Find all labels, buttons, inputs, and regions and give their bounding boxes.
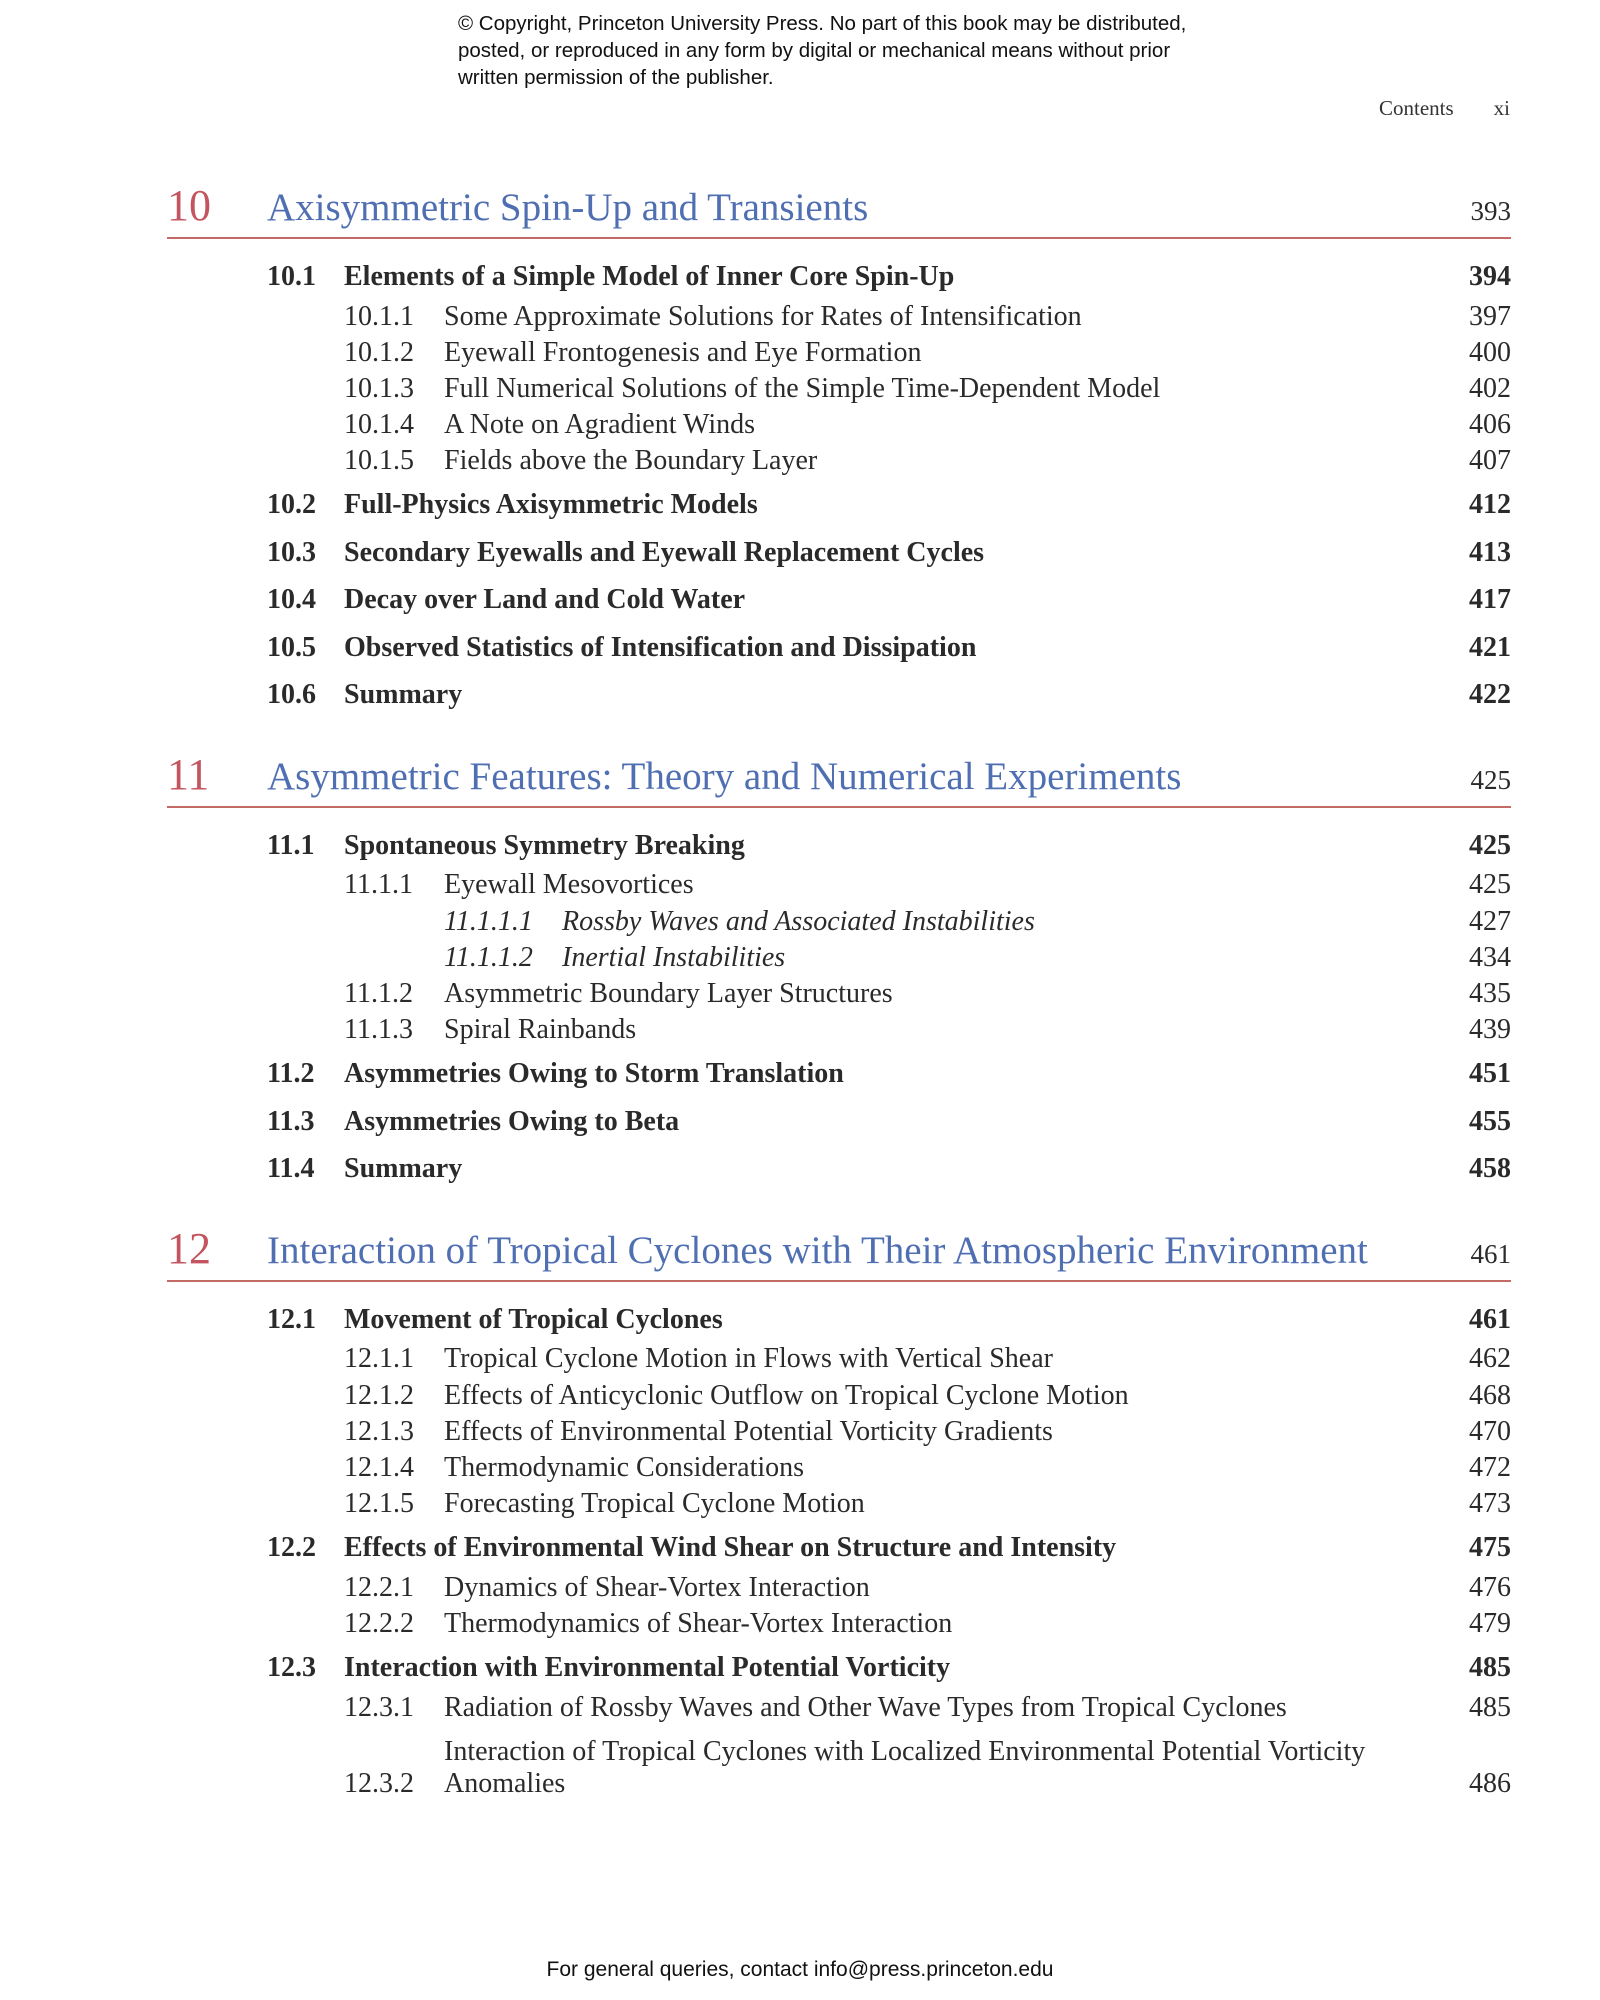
entry-page-number: 485	[1469, 1691, 1511, 1723]
chapter-page-number: 425	[1470, 764, 1511, 795]
toc-section[interactable]	[167, 1296, 1511, 1344]
running-head-title: Contents	[1378, 96, 1454, 120]
entry-title: Elements of a Simple Model of Inner Core Spin-Up	[344, 260, 955, 292]
entry-title: Tropical Cyclone Motion in Flows with Vertical Shear	[444, 1343, 1053, 1375]
entry-number: 10.1.5	[344, 445, 414, 477]
entry-number: 10.2	[267, 489, 316, 521]
entry-title: Spontaneous Symmetry Breaking	[344, 829, 745, 861]
entry-title: Interaction with Environmental Potential Vorticity	[344, 1651, 951, 1683]
entry-page-number: 427	[1469, 905, 1511, 937]
toc-subsection[interactable]	[167, 1380, 1511, 1416]
entry-page-number: 455	[1469, 1105, 1511, 1137]
toc-section[interactable]	[167, 529, 1511, 577]
toc-subsection[interactable]	[167, 978, 1511, 1014]
chapter-block	[167, 180, 1511, 719]
toc-subsection[interactable]	[167, 337, 1511, 373]
entry-title: Secondary Eyewalls and Eyewall Replacement Cycles	[344, 536, 985, 568]
entry-page-number: 470	[1469, 1415, 1511, 1447]
toc-subsection[interactable]	[167, 1452, 1511, 1488]
entry-number: 11.1.1	[344, 869, 413, 901]
entry-number: 12.2.2	[344, 1608, 414, 1639]
entry-page-number: 421	[1469, 631, 1511, 663]
toc-subsection[interactable]	[167, 301, 1511, 337]
entry-number: 10.1.4	[344, 409, 414, 441]
entry-page-number: 425	[1469, 829, 1511, 861]
entry-title: Asymmetric Boundary Layer Structures	[444, 978, 893, 1009]
entry-title: Eyewall Mesovortices	[444, 869, 694, 901]
entry-page-number: 462	[1469, 1343, 1511, 1375]
entry-title: Observed Statistics of Intensification and Dissipation	[344, 631, 977, 663]
entry-number: 10.6	[267, 679, 316, 711]
entry-number: 11.1.3	[344, 1014, 413, 1046]
entry-title: Inertial Instabilities	[562, 941, 786, 973]
chapter-title: Axisymmetric Spin-Up and Transients	[267, 186, 869, 229]
entry-number: 12.3.2	[344, 1768, 414, 1800]
entry-number: 10.4	[267, 584, 316, 616]
toc-subsection[interactable]	[167, 1488, 1511, 1524]
chapter-heading[interactable]	[167, 749, 1511, 808]
entry-number: 12.1.4	[344, 1451, 414, 1483]
entry-page-number: 475	[1469, 1532, 1511, 1564]
entry-number: 10.3	[267, 536, 316, 568]
entry-number: 12.3	[267, 1651, 316, 1683]
toc-section[interactable]	[167, 1050, 1511, 1098]
entry-title: Asymmetries Owing to Beta	[344, 1105, 680, 1137]
entry-number: 11.1.1.1	[444, 905, 533, 937]
entry-page-number: 472	[1469, 1451, 1511, 1483]
entry-number: 11.1.2	[344, 978, 413, 1009]
entry-number: 10.1.3	[344, 372, 414, 404]
entry-title: Movement of Tropical Cyclones	[344, 1303, 723, 1335]
entry-page-number: 400	[1469, 336, 1511, 368]
entry-page-number: 434	[1469, 941, 1511, 973]
toc-section[interactable]	[167, 481, 1511, 529]
entry-page-number: 476	[1469, 1571, 1511, 1603]
entry-number: 12.1	[267, 1303, 316, 1335]
entry-title: Effects of Anticyclonic Outflow on Tropical Cyclone Motion	[444, 1379, 1129, 1411]
entry-page-number: 435	[1469, 978, 1511, 1009]
entry-number: 10.1.2	[344, 336, 414, 368]
toc-subsection[interactable]	[167, 1608, 1511, 1644]
entry-title: Radiation of Rossby Waves and Other Wave Types from Tropical Cyclones	[444, 1691, 1287, 1723]
entry-number: 11.1.1.2	[444, 941, 533, 973]
entry-page-number: 473	[1469, 1488, 1511, 1520]
toc-section[interactable]	[167, 576, 1511, 624]
toc-subsection[interactable]	[167, 409, 1511, 445]
entry-number: 12.2.1	[344, 1571, 414, 1603]
chapter-title: Interaction of Tropical Cyclones with Their Atmospheric Environment	[267, 1228, 1368, 1272]
entry-number: 12.1.1	[344, 1343, 414, 1375]
entry-title: Rossby Waves and Associated Instabilities	[562, 905, 1035, 937]
entry-page-number: 461	[1469, 1303, 1511, 1335]
entry-title: Thermodynamic Considerations	[444, 1451, 805, 1483]
chapter-block	[167, 1223, 1511, 1800]
entry-number: 12.1.2	[344, 1379, 414, 1411]
toc-section[interactable]	[167, 1644, 1511, 1692]
entry-page-number: 485	[1469, 1651, 1511, 1683]
entry-page-number: 412	[1469, 489, 1511, 521]
entry-number: 11.4	[267, 1153, 315, 1185]
chapter-heading[interactable]	[167, 180, 1511, 239]
toc-subsection[interactable]	[167, 1572, 1511, 1608]
toc-section[interactable]	[167, 822, 1511, 870]
toc-subsubsection[interactable]	[167, 906, 1511, 942]
entry-page-number: 417	[1469, 584, 1511, 616]
entry-page-number: 451	[1469, 1058, 1511, 1090]
table-of-contents	[167, 180, 1511, 1830]
entry-title: Fields above the Boundary Layer	[444, 445, 818, 477]
toc-subsection[interactable]	[167, 1416, 1511, 1452]
chapter-page-number: 461	[1470, 1238, 1511, 1269]
entry-title: Dynamics of Shear-Vortex Interaction	[444, 1571, 870, 1603]
entry-title: Some Approximate Solutions for Rates of Intensification	[444, 300, 1082, 332]
entry-number: 11.3	[267, 1105, 315, 1137]
entry-title: Decay over Land and Cold Water	[344, 584, 746, 616]
toc-section[interactable]	[167, 1524, 1511, 1572]
entry-number: 11.2	[267, 1058, 315, 1090]
entry-number: 10.1	[267, 260, 316, 292]
entry-title: Forecasting Tropical Cyclone Motion	[444, 1488, 865, 1520]
entry-page-number: 425	[1469, 869, 1511, 901]
chapter-heading[interactable]	[167, 1223, 1511, 1282]
chapter-page-number: 393	[1470, 196, 1511, 226]
entry-page-number: 486	[1469, 1768, 1511, 1800]
toc-subsection[interactable]	[167, 445, 1511, 481]
toc-subsection[interactable]	[167, 1692, 1511, 1728]
running-head	[1200, 96, 1510, 121]
toc-subsection[interactable]	[167, 1343, 1511, 1379]
chapter-number: 10	[167, 181, 211, 230]
footer-contact: For general queries, contact info@press.princeton.edu	[546, 1958, 1054, 1981]
entry-number: 10.1.1	[344, 300, 414, 332]
entry-title: Full-Physics Axisymmetric Models	[344, 489, 758, 521]
entry-title: Effects of Environmental Wind Shear on Structure and Intensity	[344, 1532, 1117, 1564]
entry-title: Thermodynamics of Shear-Vortex Interaction	[444, 1608, 953, 1639]
entry-title: A Note on Agradient Winds	[444, 409, 755, 441]
entry-page-number: 394	[1469, 260, 1511, 292]
entry-page-number: 407	[1469, 445, 1511, 477]
entry-page-number: 458	[1469, 1153, 1511, 1185]
toc-section[interactable]	[167, 624, 1511, 672]
entry-title: Summary	[344, 679, 463, 711]
entry-number: 11.1	[267, 829, 315, 861]
entry-number: 12.2	[267, 1532, 316, 1564]
entry-title: Eyewall Frontogenesis and Eye Formation	[444, 336, 922, 368]
toc-subsection[interactable]	[167, 1014, 1511, 1050]
entry-page-number: 406	[1469, 409, 1511, 441]
entry-number: 12.1.5	[344, 1488, 414, 1520]
entry-title: Interaction of Tropical Cyclones with Localized Environmental Potential Vorticity Anomalies	[444, 1736, 1366, 1800]
toc-section[interactable]	[167, 1145, 1511, 1193]
toc-subsubsection[interactable]	[167, 942, 1511, 978]
toc-subsection[interactable]	[167, 869, 1511, 905]
entry-title: Spiral Rainbands	[444, 1014, 637, 1046]
entry-title: Full Numerical Solutions of the Simple Time-Dependent Model	[444, 372, 1161, 404]
entry-page-number: 397	[1469, 300, 1511, 332]
running-head-page-number: xi	[1493, 96, 1510, 120]
toc-section[interactable]	[167, 1098, 1511, 1146]
entry-number: 10.5	[267, 631, 316, 663]
entry-number: 12.3.1	[344, 1691, 414, 1723]
entry-title: Asymmetries Owing to Storm Translation	[344, 1058, 844, 1090]
toc-subsection[interactable]	[167, 1728, 1511, 1800]
entry-title: Summary	[344, 1153, 463, 1185]
entry-number: 12.1.3	[344, 1415, 414, 1447]
chapter-title: Asymmetric Features: Theory and Numerical Experiments	[267, 754, 1182, 798]
entry-page-number: 422	[1469, 679, 1511, 711]
entry-page-number: 439	[1469, 1014, 1511, 1046]
chapter-number: 12	[167, 1223, 211, 1273]
entry-page-number: 479	[1469, 1608, 1511, 1639]
copyright-notice: © Copyright, Princeton University Press. No part of this book may be distributed, posted, or reproduced in any form by digital or mechanical means without prior written permission of the publisher.	[458, 12, 1187, 89]
toc-section[interactable]	[167, 253, 1511, 301]
chapter-number: 11	[167, 749, 210, 799]
entry-title: Effects of Environmental Potential Vorticity Gradients	[444, 1415, 1053, 1447]
toc-section[interactable]	[167, 671, 1511, 719]
entry-page-number: 402	[1469, 372, 1511, 404]
chapter-block	[167, 749, 1511, 1193]
toc-subsection[interactable]	[167, 373, 1511, 409]
entry-page-number: 468	[1469, 1379, 1511, 1411]
entry-page-number: 413	[1469, 536, 1511, 568]
